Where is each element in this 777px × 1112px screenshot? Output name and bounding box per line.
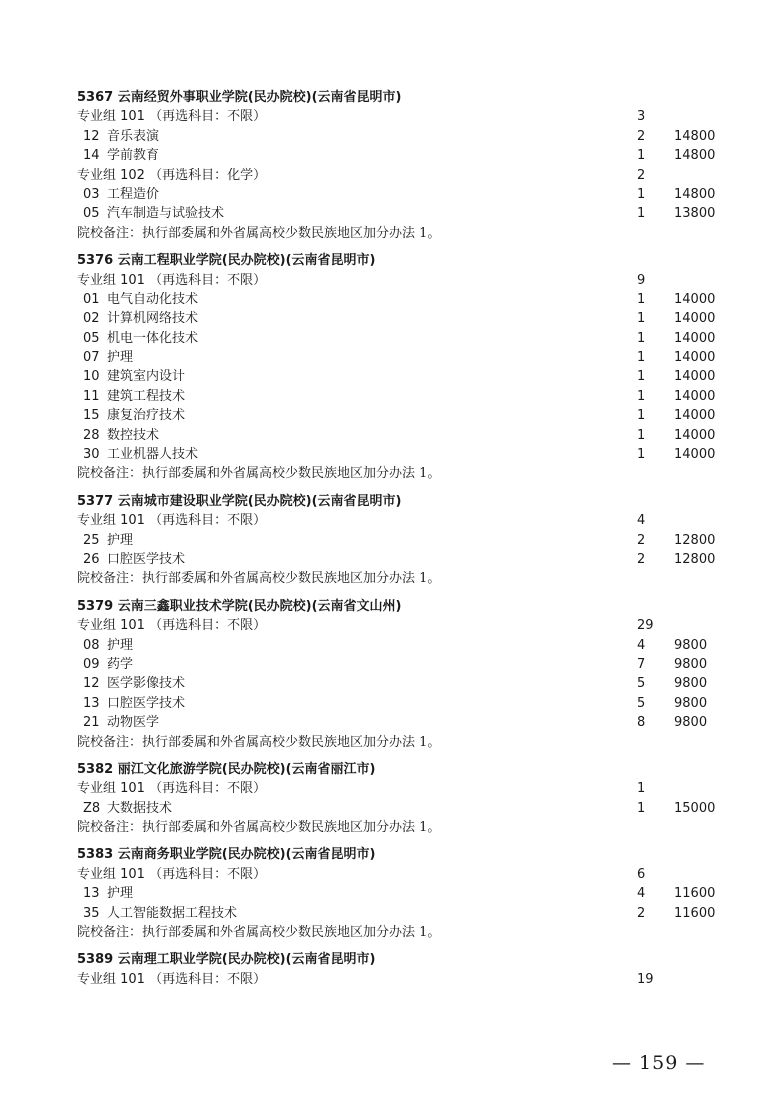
major-code: 14 [83, 148, 100, 164]
major-row [77, 387, 737, 406]
major-name: 护理 [107, 886, 134, 902]
major-row [77, 799, 737, 818]
major-fee: 9800 [674, 715, 708, 731]
school-note: 院校备注：执行部委属和外省属高校少数民族地区加分办法 1。 [77, 925, 441, 941]
major-fee: 9800 [674, 695, 708, 711]
major-count: 1 [637, 447, 646, 463]
major-count: 2 [637, 905, 646, 921]
major-fee: 14000 [674, 369, 716, 385]
major-row [77, 309, 737, 328]
group-count: 1 [637, 781, 646, 797]
school-block [77, 251, 737, 484]
group-row [77, 779, 737, 798]
major-name: 汽车制造与试验技术 [107, 206, 225, 222]
school-note: 院校备注：执行部委属和外省属高校少数民族地区加分办法 1。 [77, 571, 441, 587]
major-code: 07 [83, 350, 100, 366]
school-note: 院校备注：执行部委属和外省属高校少数民族地区加分办法 1。 [77, 225, 441, 241]
major-code: 08 [83, 637, 100, 653]
major-name: 康复治疗技术 [107, 408, 186, 424]
group-row [77, 166, 737, 185]
major-row [77, 185, 737, 204]
major-fee: 11600 [674, 886, 716, 902]
group-label: 专业组 101 （再选科目：不限） [77, 513, 267, 529]
group-count: 4 [637, 513, 646, 529]
major-count: 1 [637, 330, 646, 346]
major-name: 护理 [107, 637, 134, 653]
group-count: 29 [637, 618, 654, 634]
major-code: 25 [83, 532, 100, 548]
major-code: 13 [83, 695, 100, 711]
major-name: 音乐表演 [107, 128, 160, 144]
major-name: 口腔医学技术 [107, 551, 186, 567]
school-note: 院校备注：执行部委属和外省属高校少数民族地区加分办法 1。 [77, 466, 441, 482]
group-label: 专业组 101 （再选科目：不限） [77, 272, 267, 288]
major-code: 01 [83, 291, 100, 307]
major-code: 35 [83, 905, 100, 921]
major-row [77, 329, 737, 348]
page-number: — 159 — [612, 1052, 706, 1074]
major-count: 8 [637, 715, 646, 731]
group-row [77, 271, 737, 290]
group-count: 3 [637, 109, 646, 125]
major-code: 11 [83, 388, 100, 404]
major-name: 机电一体化技术 [107, 330, 199, 346]
major-code: 21 [83, 715, 100, 731]
major-name: 护理 [107, 532, 134, 548]
major-fee: 14000 [674, 311, 716, 327]
school-list [77, 88, 737, 989]
major-row [77, 445, 737, 464]
school-block [77, 845, 737, 942]
major-row [77, 636, 737, 655]
major-code: 03 [83, 186, 100, 202]
group-label: 专业组 101 （再选科目：不限） [77, 971, 267, 987]
major-fee: 14000 [674, 427, 716, 443]
major-fee: 14000 [674, 447, 716, 463]
major-count: 1 [637, 350, 646, 366]
major-name: 计算机网络技术 [107, 311, 199, 327]
section-gap [77, 484, 737, 492]
major-name: 动物医学 [107, 715, 160, 731]
major-code: 09 [83, 656, 100, 672]
group-count: 2 [637, 167, 646, 183]
major-fee: 11600 [674, 905, 716, 921]
major-count: 1 [637, 388, 646, 404]
major-fee: 14000 [674, 350, 716, 366]
school-header: 5367 云南经贸外事职业学院(民办院校)(云南省昆明市) [77, 90, 402, 105]
major-count: 1 [637, 206, 646, 222]
major-count: 7 [637, 656, 646, 672]
group-label: 专业组 101 （再选科目：不限） [77, 781, 267, 797]
section-gap [77, 942, 737, 950]
major-name: 工程造价 [107, 186, 160, 202]
major-row [77, 348, 737, 367]
major-name: 学前教育 [107, 148, 160, 164]
major-row [77, 127, 737, 146]
major-code: 13 [83, 886, 100, 902]
group-count: 6 [637, 866, 646, 882]
major-count: 1 [637, 408, 646, 424]
major-fee: 12800 [674, 551, 716, 567]
major-fee: 14000 [674, 330, 716, 346]
major-row [77, 204, 737, 223]
major-row [77, 406, 737, 425]
major-count: 1 [637, 148, 646, 164]
group-row [77, 865, 737, 884]
school-block [77, 597, 737, 752]
major-code: 05 [83, 206, 100, 222]
major-count: 2 [637, 551, 646, 567]
school-header: 5377 云南城市建设职业学院(民办院校)(云南省昆明市) [77, 493, 402, 509]
group-label: 专业组 101 （再选科目：不限） [77, 109, 267, 125]
major-name: 电气自动化技术 [107, 291, 199, 307]
major-count: 2 [637, 532, 646, 548]
major-row [77, 550, 737, 569]
major-count: 2 [637, 128, 646, 144]
major-count: 1 [637, 800, 646, 816]
major-count: 1 [637, 186, 646, 202]
major-row [77, 146, 737, 165]
major-name: 建筑室内设计 [107, 369, 186, 385]
major-row [77, 904, 737, 923]
major-fee: 9800 [674, 656, 708, 672]
major-code: Z8 [83, 800, 101, 816]
school-block [77, 88, 737, 243]
major-row [77, 426, 737, 445]
section-gap [77, 837, 737, 845]
major-fee: 12800 [674, 532, 716, 548]
major-count: 1 [637, 291, 646, 307]
major-fee: 14000 [674, 408, 716, 424]
group-row [77, 970, 737, 989]
group-count: 19 [637, 971, 654, 987]
major-count: 4 [637, 637, 646, 653]
school-note: 院校备注：执行部委属和外省属高校少数民族地区加分办法 1。 [77, 734, 441, 750]
major-code: 10 [83, 369, 100, 385]
school-header: 5389 云南理工职业学院(民办院校)(云南省昆明市) [77, 952, 376, 968]
major-row [77, 713, 737, 732]
group-label: 专业组 102 （再选科目：化学） [77, 167, 267, 183]
major-code: 12 [83, 128, 100, 144]
major-name: 建筑工程技术 [107, 388, 186, 404]
major-code: 02 [83, 311, 100, 327]
school-header: 5382 丽江文化旅游学院(民办院校)(云南省丽江市) [77, 761, 376, 777]
major-name: 医学影像技术 [107, 676, 186, 692]
major-name: 护理 [107, 350, 134, 366]
school-block [77, 760, 737, 838]
school-header: 5376 云南工程职业学院(民办院校)(云南省昆明市) [77, 253, 376, 269]
major-fee: 9800 [674, 637, 708, 653]
group-label: 专业组 101 （再选科目：不限） [77, 866, 267, 882]
major-code: 26 [83, 551, 100, 567]
major-count: 1 [637, 311, 646, 327]
major-count: 1 [637, 369, 646, 385]
major-fee: 14000 [674, 291, 716, 307]
major-name: 数控技术 [107, 427, 160, 443]
major-row [77, 694, 737, 713]
section-gap [77, 243, 737, 251]
major-fee: 13800 [674, 206, 716, 222]
major-row [77, 674, 737, 693]
group-count: 9 [637, 272, 646, 288]
section-gap [77, 752, 737, 760]
group-label: 专业组 101 （再选科目：不限） [77, 618, 267, 634]
major-code: 28 [83, 427, 100, 443]
major-fee: 9800 [674, 676, 708, 692]
major-fee: 15000 [674, 800, 716, 816]
major-row [77, 655, 737, 674]
group-row [77, 616, 737, 635]
major-code: 05 [83, 330, 100, 346]
major-code: 30 [83, 447, 100, 463]
major-code: 15 [83, 408, 100, 424]
major-count: 1 [637, 427, 646, 443]
major-count: 5 [637, 676, 646, 692]
section-gap [77, 589, 737, 597]
school-header: 5379 云南三鑫职业技术学院(民办院校)(云南省文山州) [77, 598, 402, 614]
major-row [77, 367, 737, 386]
group-row [77, 107, 737, 126]
major-name: 大数据技术 [107, 800, 173, 816]
major-name: 口腔医学技术 [107, 695, 186, 711]
major-row [77, 290, 737, 309]
school-note: 院校备注：执行部委属和外省属高校少数民族地区加分办法 1。 [77, 820, 441, 836]
major-name: 人工智能数据工程技术 [107, 905, 238, 921]
major-name: 工业机器人技术 [107, 447, 199, 463]
major-fee: 14800 [674, 186, 716, 202]
school-block [77, 950, 737, 989]
major-row [77, 884, 737, 903]
group-row [77, 511, 737, 530]
major-count: 4 [637, 886, 646, 902]
major-fee: 14800 [674, 148, 716, 164]
major-code: 12 [83, 676, 100, 692]
major-fee: 14000 [674, 388, 716, 404]
major-count: 5 [637, 695, 646, 711]
major-fee: 14800 [674, 128, 716, 144]
major-name: 药学 [107, 656, 134, 672]
school-header: 5383 云南商务职业学院(民办院校)(云南省昆明市) [77, 847, 376, 863]
major-row [77, 531, 737, 550]
school-block [77, 492, 737, 589]
